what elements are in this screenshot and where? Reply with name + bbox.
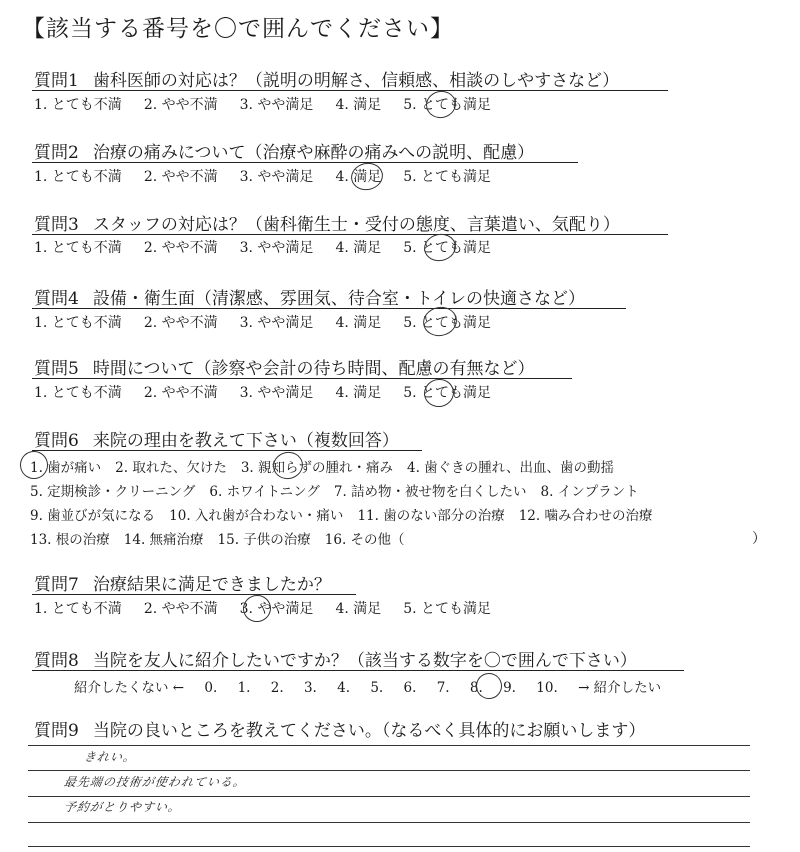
q6-answer-circle-1 xyxy=(17,448,50,481)
q4-option-2[interactable]: 2. やや不満 xyxy=(143,315,218,331)
question-1-underline xyxy=(32,90,668,91)
q6-reason-7[interactable]: 7. 詰め物・被せ物を白くしたい xyxy=(333,484,527,500)
q6-reason-6[interactable]: 6. ホワイトニング xyxy=(209,484,320,500)
q7-option-5[interactable]: 5. とても満足 xyxy=(403,601,492,617)
question-2-text: 治療の痛みについて（治療や麻酔の痛みへの説明、配慮） xyxy=(92,143,535,163)
q7-option-1[interactable]: 1. とても不満 xyxy=(34,601,122,617)
q9-writing-line-5 xyxy=(28,846,750,847)
q6-reason-11[interactable]: 11. 歯のない部分の治療 xyxy=(357,508,505,524)
q8-scale-3[interactable]: 3. xyxy=(303,680,317,696)
q8-scale-6[interactable]: 6. xyxy=(403,680,417,696)
question-1-number: 質問1 xyxy=(34,71,79,91)
q2-option-1[interactable]: 1. とても不満 xyxy=(34,169,122,185)
question-2-number: 質問2 xyxy=(34,143,79,163)
q9-answer-1[interactable]: きれい。 xyxy=(82,750,137,764)
q5-option-3[interactable]: 3. やや満足 xyxy=(239,385,314,401)
question-7-underline xyxy=(32,594,356,595)
q4-answer-circle xyxy=(420,304,459,339)
q9-writing-line-3 xyxy=(28,796,750,797)
q8-scale-9[interactable]: 9. xyxy=(503,680,516,696)
q8-scale xyxy=(74,676,677,696)
q2-option-4[interactable]: 4. 満足 xyxy=(335,169,382,185)
q2-option-5[interactable]: 5. とても満足 xyxy=(403,169,492,185)
q1-option-4[interactable]: 4. 満足 xyxy=(335,97,382,113)
question-6-underline xyxy=(32,450,422,451)
q7-option-4[interactable]: 4. 満足 xyxy=(335,601,382,617)
q3-option-4[interactable]: 4. 満足 xyxy=(335,240,382,256)
q8-scale-7[interactable]: 7. xyxy=(436,680,450,696)
q9-writing-line-4 xyxy=(28,822,750,823)
q9-answer-2[interactable]: 最先端の技術が使われている。 xyxy=(62,775,247,789)
question-8-heading xyxy=(34,646,637,671)
q6-reason-2[interactable]: 2. 取れた、欠けた xyxy=(115,460,227,476)
q9-answer-3[interactable]: 予約がとりやすい。 xyxy=(62,800,182,814)
q6-reason-15[interactable]: 15. 子供の治療 xyxy=(217,532,311,548)
question-5-number: 質問5 xyxy=(34,359,79,379)
question-5-underline xyxy=(32,378,572,379)
q9-writing-line-1 xyxy=(28,745,750,746)
q6-reason-10[interactable]: 10. 入れ歯が合わない・痛い xyxy=(169,508,344,524)
question-2-underline xyxy=(32,162,578,163)
q8-scale-8[interactable]: 8. xyxy=(469,680,483,696)
q9-writing-line-2 xyxy=(28,770,750,771)
q4-option-4[interactable]: 4. 満足 xyxy=(335,315,382,331)
q4-option-3[interactable]: 3. やや満足 xyxy=(239,315,314,331)
form-title: 【該当する番号を〇で囲んでください】 xyxy=(22,16,454,42)
question-6-heading xyxy=(34,426,399,451)
q5-option-1[interactable]: 1. とても不満 xyxy=(34,385,122,401)
q7-option-2[interactable]: 2. やや不満 xyxy=(143,601,218,617)
q6-reasons-row-4 xyxy=(30,528,419,548)
q5-option-4[interactable]: 4. 満足 xyxy=(335,385,382,401)
q2-option-2[interactable]: 2. やや不満 xyxy=(143,169,218,185)
q4-option-1[interactable]: 1. とても不満 xyxy=(34,315,122,331)
question-4-text: 設備・衛生面（清潔感、雰囲気、待合室・トイレの快適さなど） xyxy=(92,289,585,309)
q8-scale-1[interactable]: 1. xyxy=(237,680,251,696)
q8-left-label: 紹介したくない ← xyxy=(74,680,185,696)
q3-option-3[interactable]: 3. やや満足 xyxy=(239,240,314,256)
q3-option-2[interactable]: 2. やや不満 xyxy=(143,240,218,256)
q1-option-5[interactable]: 5. とても満足 xyxy=(403,97,492,113)
q8-scale-10[interactable]: 10. xyxy=(536,680,558,696)
q7-option-3[interactable]: 3. やや満足 xyxy=(239,601,314,617)
q6-reason-5[interactable]: 5. 定期検診・クリーニング xyxy=(30,484,196,500)
q1-option-3[interactable]: 3. やや満足 xyxy=(239,97,314,113)
q6-other-close-paren: ） xyxy=(752,531,766,547)
q5-option-2[interactable]: 2. やや不満 xyxy=(143,385,218,401)
q2-answer-circle xyxy=(349,160,386,193)
question-3-text: スタッフの対応は？（歯科衛生士・受付の態度、言葉遣い、気配り） xyxy=(92,215,620,235)
question-3-heading xyxy=(34,210,620,235)
question-7-text: 治療結果に満足できましたか？ xyxy=(92,575,331,595)
q4-option-5[interactable]: 5. とても満足 xyxy=(403,315,492,331)
q8-scale-2[interactable]: 2. xyxy=(270,680,284,696)
question-4-heading xyxy=(34,284,585,309)
question-9-heading xyxy=(34,716,645,741)
question-8-underline xyxy=(32,670,684,671)
question-8-text: 当院を友人に紹介したいですか？（該当する数字を〇で囲んで下さい） xyxy=(92,651,637,671)
q6-reason-3[interactable]: 3. 親知らずの腫れ・痛み xyxy=(240,460,394,476)
question-7-options xyxy=(34,598,513,618)
question-7-heading xyxy=(34,570,331,595)
q5-option-5[interactable]: 5. とても満足 xyxy=(403,385,492,401)
question-1-text: 歯科医師の対応は？（説明の明解さ、信頼感、相談のしやすさなど） xyxy=(92,71,620,91)
question-8-number: 質問8 xyxy=(34,651,79,671)
question-4-underline xyxy=(32,308,626,309)
q8-scale-4[interactable]: 4. xyxy=(337,680,351,696)
question-5-heading xyxy=(34,354,535,379)
q1-option-1[interactable]: 1. とても不満 xyxy=(34,97,122,113)
question-9-number: 質問9 xyxy=(34,721,79,741)
question-2-heading xyxy=(34,138,534,163)
q6-reasons-row-3 xyxy=(30,504,666,524)
question-1-heading xyxy=(34,66,619,91)
q6-reasons-row-2 xyxy=(30,480,653,500)
q8-scale-0[interactable]: 0. xyxy=(204,680,218,696)
q3-option-1[interactable]: 1. とても不満 xyxy=(34,240,122,256)
question-6-number: 質問6 xyxy=(34,431,79,451)
question-9-text: 当院の良いところを教えてください。（なるべく具体的にお願いします） xyxy=(92,721,646,741)
q6-reason-16[interactable]: 16. その他（ xyxy=(324,532,405,548)
q8-right-label: → 紹介したい xyxy=(578,680,662,696)
q3-option-5[interactable]: 5. とても満足 xyxy=(403,240,492,256)
q6-reason-8[interactable]: 8. インプラント xyxy=(540,484,639,500)
q3-answer-circle xyxy=(422,231,459,264)
question-6-text: 来院の理由を教えて下さい（複数回答） xyxy=(92,431,399,451)
q8-scale-5[interactable]: 5. xyxy=(370,680,384,696)
q6-reason-4[interactable]: 4. 歯ぐきの腫れ、出血、歯の動揺 xyxy=(407,460,614,476)
q6-reason-12[interactable]: 12. 噛み合わせの治療 xyxy=(518,508,653,524)
q6-reason-13[interactable]: 13. 根の治療 xyxy=(30,532,110,548)
q6-reason-14[interactable]: 14. 無痛治療 xyxy=(123,532,204,548)
q1-option-2[interactable]: 2. やや不満 xyxy=(143,97,218,113)
q6-reason-1[interactable]: 1. 歯が痛い xyxy=(30,460,102,476)
question-5-text: 時間について（診察や会計の待ち時間、配慮の有無など） xyxy=(92,359,535,379)
question-3-underline xyxy=(32,234,668,235)
q2-option-3[interactable]: 3. やや満足 xyxy=(239,169,314,185)
question-2-options xyxy=(34,166,513,186)
question-3-number: 質問3 xyxy=(34,215,79,235)
q6-reasons-row-1 xyxy=(30,456,628,476)
q6-answer-circle-3 xyxy=(271,449,306,482)
question-4-number: 質問4 xyxy=(34,289,79,309)
q6-reason-9[interactable]: 9. 歯並びが気になる xyxy=(30,508,156,524)
question-7-number: 質問7 xyxy=(34,575,79,595)
